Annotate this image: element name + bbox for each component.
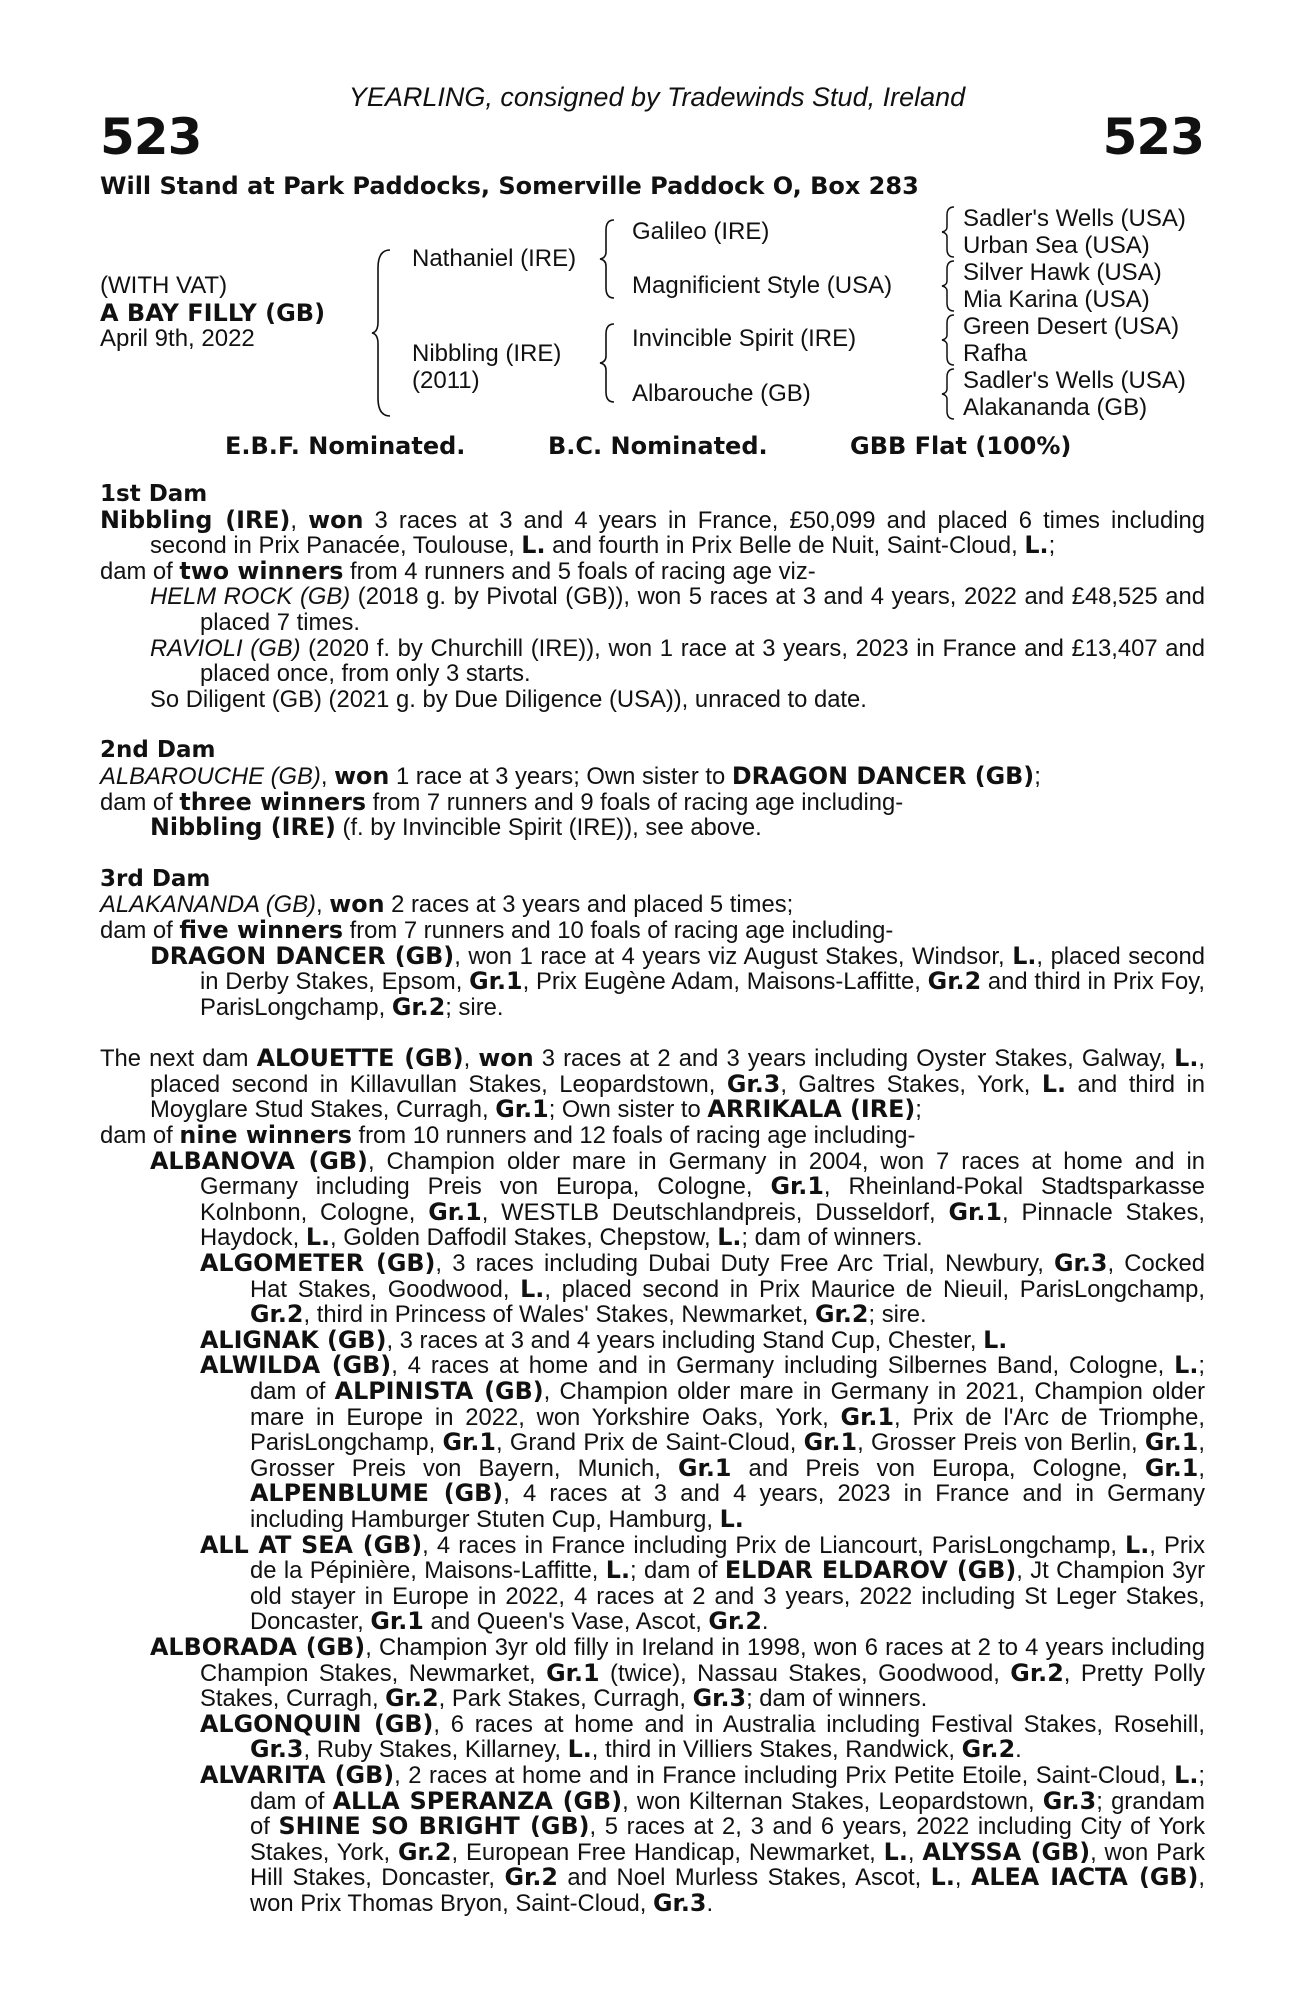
- sire-sire: Galileo (IRE): [632, 218, 770, 245]
- produce-albanova: ALBANOVA (GB), Champion older mare in Germany in 2004, won 7 races at home and in Germany including Preis von Europa, Cologne, Gr.1, Rheinland-Pokal Stadtsparkasse Kolnbonn, Cologne, Gr.1, WESTLB Deutschlandpreis, Dusseldorf, Gr.1, Pinnacle Stakes, Haydock, L., Golden Daffodil Stakes, Chepstow, L.; dam of winners.: [150, 1146, 1205, 1252]
- first-dam-record: Nibbling (IRE), won 3 races at 3 and 4 years in France, £50,099 and placed 6 times including second in Prix Panacée, Toulouse, L. and fourth in Prix Belle de Nuit, Saint-Cloud, L.;: [100, 505, 1205, 560]
- ebf-nomination: E.B.F. Nominated.: [225, 432, 466, 460]
- brace-sd: [940, 259, 958, 313]
- brace-ds: [940, 313, 958, 367]
- gg-6: Rafha: [963, 340, 1028, 367]
- produce-all-at-sea: ALL AT SEA (GB), 4 races in France including Prix de Liancourt, ParisLongchamp, L., Prix de la Pépinière, Maisons-Laffitte, L.; dam of ELDAR ELDAROV (GB), Jt Champion 3yr old stayer in Europe in 2022, 4 races at 2 and 3 years, 2022 including St Leger Stakes, Doncaster, Gr.1 and Queen's Vase, Ascot, Gr.2.: [200, 1530, 1206, 1636]
- brace-ss: [940, 205, 958, 259]
- lot-number-right: 523: [1102, 108, 1204, 166]
- produce-alvarita: ALVARITA (GB), 2 races at home and in France including Prix Petite Etoile, Saint-Cloud, L.; dam of ALLA SPERANZA (GB), won Kilternan Stakes, Leopardstown, Gr.3; grandam of SHINE SO BRIGHT (GB), 5 races at 2, 3 and 6 years, 2022 including City of York Stakes, York, Gr.2, European Free Handicap, Newmarket, L., ALYSSA (GB), won Park Hill Stakes, Doncaster, Gr.2 and Noel Murless Stakes, Ascot, L., ALEA IACTA (GB), won Prix Thomas Bryon, Saint-Cloud, Gr.3.: [200, 1760, 1206, 1917]
- produce-helm-rock: HELM ROCK (GB) (2018 g. by Pivotal (GB)), won 5 races at 3 and 4 years, 2022 and £48,525 and placed 7 times.: [150, 583, 1205, 636]
- first-dam-produce-summary: dam of two winners from 4 runners and 5 foals of racing age viz-: [100, 556, 816, 585]
- next-dam-record: The next dam ALOUETTE (GB), won 3 races at 2 and 3 years including Oyster Stakes, Galway, L., placed second in Killavullan Stakes, Leopardstown, Gr.3, Galtres Stakes, York, L. and third in Moyglare Stud Stakes, Curragh, Gr.1; Own sister to ARRIKALA (IRE);: [100, 1044, 1205, 1124]
- produce-so-diligent: So Diligent (GB) (2021 g. by Due Diligence (USA)), unraced to date.: [150, 685, 867, 713]
- gg-8: Alakananda (GB): [963, 394, 1148, 421]
- vat-note: (WITH VAT): [100, 272, 228, 299]
- second-dam-produce-summary: dam of three winners from 7 runners and 9 foals of racing age including-: [100, 787, 904, 816]
- gg-2: Urban Sea (USA): [963, 232, 1150, 259]
- horse-name: A BAY FILLY (GB): [100, 299, 326, 327]
- second-dam-record: ALBAROUCHE (GB), won 1 race at 3 years; Own sister to DRAGON DANCER (GB);: [100, 761, 1041, 790]
- pedigree-brace-main: [370, 248, 394, 418]
- lot-number-left: 523: [100, 108, 202, 166]
- produce-ravioli: RAVIOLI (GB) (2020 f. by Churchill (IRE)), won 1 race at 3 years, 2023 in France and £13,407 and placed once, from only 3 starts.: [150, 634, 1205, 688]
- produce-algonquin: ALGONQUIN (GB), 6 races at home and in Australia including Festival Stakes, Rosehill, Gr.3, Ruby Stakes, Killarney, L., third in Villiers Stakes, Randwick, Gr.2.: [200, 1709, 1205, 1764]
- gg-5: Green Desert (USA): [963, 313, 1180, 340]
- sire-brace: [598, 218, 618, 300]
- third-dam-record: ALAKANANDA (GB), won 2 races at 3 years and placed 5 times;: [100, 890, 794, 919]
- consignment-line: YEARLING, consigned by Tradewinds Stud, Ireland: [348, 82, 966, 112]
- next-dam-produce-summary: dam of nine winners from 10 runners and 12 foals of racing age including-: [100, 1121, 916, 1150]
- dam-dam: Albarouche (GB): [632, 380, 811, 407]
- third-dam-heading: 3rd Dam: [100, 865, 211, 892]
- sire-dam: Magnificient Style (USA): [632, 272, 893, 299]
- stand-location: Will Stand at Park Paddocks, Somerville Paddock O, Box 283: [100, 172, 919, 200]
- dam-brace: [598, 322, 618, 404]
- catalogue-body: [100, 482, 1205, 1916]
- produce-dragon-dancer: DRAGON DANCER (GB), won 1 race at 4 years viz August Stakes, Windsor, L., placed second in Derby Stakes, Epsom, Gr.1, Prix Eugène Adam, Maisons-Laffitte, Gr.2 and third in Prix Foy, ParisLongchamp, Gr.2; sire.: [150, 941, 1205, 1021]
- sire-name: Nathaniel (IRE): [412, 245, 577, 272]
- gg-4: Mia Karina (USA): [963, 286, 1150, 313]
- produce-nibbling: Nibbling (IRE) (f. by Invincible Spirit (IRE)), see above.: [150, 813, 762, 842]
- first-dam-heading: 1st Dam: [100, 481, 208, 507]
- horse-dob: April 9th, 2022: [100, 325, 255, 352]
- gbb-nomination: GBB Flat (100%): [850, 432, 1072, 460]
- produce-alwilda: ALWILDA (GB), 4 races at home and in Germany including Silbernes Band, Cologne, L.; dam of ALPINISTA (GB), Champion older mare in Germany in 2021, Champion older mare in Europe in 2022, won Yorkshire Oaks, York, Gr.1, Prix de l'Arc de Triomphe, ParisLongchamp, Gr.1, Grand Prix de Saint-Cloud, Gr.1, Grosser Preis von Berlin, Gr.1, Grosser Preis von Bayern, Munich, Gr.1 and Preis von Europa, Cologne, Gr.1, ALPENBLUME (GB), 4 races at 3 and 4 years, 2023 in France and in Germany including Hamburger Stuten Cup, Hamburg, L.: [200, 1351, 1205, 1533]
- brace-dd: [940, 367, 958, 421]
- dam-year: (2011): [412, 367, 480, 394]
- gg-1: Sadler's Wells (USA): [963, 205, 1186, 232]
- produce-alignak: ALIGNAK (GB), 3 races at 3 and 4 years including Stand Cup, Chester, L.: [200, 1325, 1008, 1354]
- produce-alborada: ALBORADA (GB), Champion 3yr old filly in Ireland in 1998, won 6 races at 2 to 4 years including Champion Stakes, Newmarket, Gr.1 (twice), Nassau Stakes, Goodwood, Gr.2, Pretty Polly Stakes, Curragh, Gr.2, Park Stakes, Curragh, Gr.3; dam of winners.: [150, 1632, 1206, 1713]
- bc-nomination: B.C. Nominated.: [548, 432, 768, 460]
- gg-7: Sadler's Wells (USA): [963, 367, 1186, 394]
- produce-algometer: ALGOMETER (GB), 3 races including Dubai Duty Free Arc Trial, Newbury, Gr.3, Cocked Hat Stakes, Goodwood, L., placed second in Prix Maurice de Nieuil, ParisLongchamp, Gr.2, third in Princess of Wales' Stakes, Newmarket, Gr.2; sire.: [200, 1249, 1205, 1329]
- dam-sire: Invincible Spirit (IRE): [632, 325, 857, 352]
- second-dam-heading: 2nd Dam: [100, 737, 216, 764]
- third-dam-produce-summary: dam of five winners from 7 runners and 10 foals of racing age including-: [100, 915, 894, 944]
- gg-3: Silver Hawk (USA): [963, 259, 1162, 286]
- dam-name: Nibbling (IRE): [412, 340, 562, 367]
